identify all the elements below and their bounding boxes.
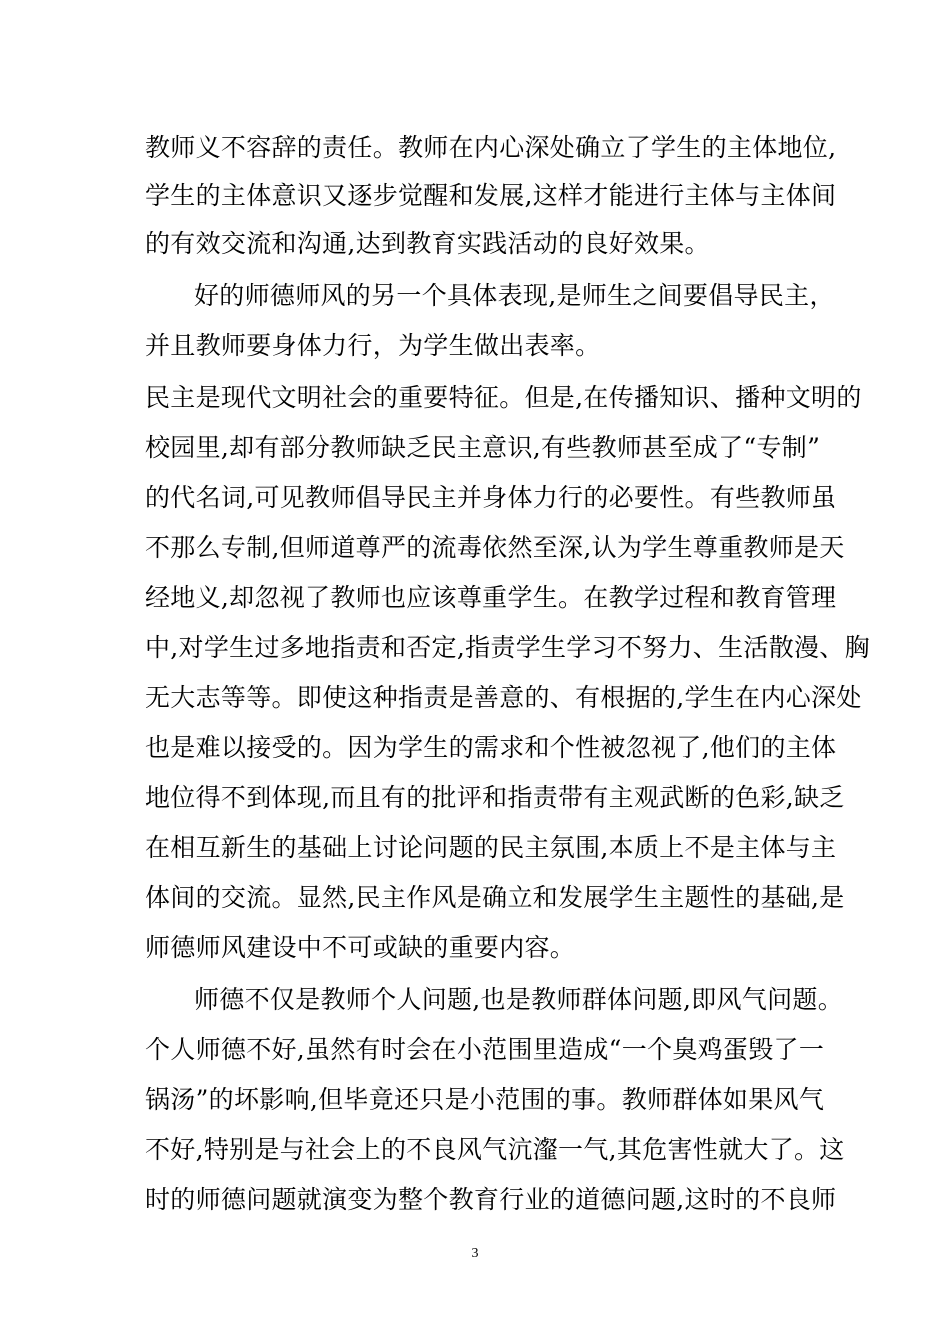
text-line: 师德不仅是教师个人问题,也是教师群体问题,即风气问题。 xyxy=(194,985,843,1014)
text-line: 体间的交流。显然,民主作风是确立和发展学生主题性的基础,是 xyxy=(145,883,845,912)
text-line: 并且教师要身体力行，为学生做出表率。 xyxy=(145,331,601,360)
text-line: 不那么专制,但师道尊严的流毒依然至深,认为学生尊重教师是天 xyxy=(145,533,845,562)
text-line: 经地义,却忽视了教师也应该尊重学生。在教学过程和教育管理 xyxy=(145,583,837,612)
text-line: 也是难以接受的。因为学生的需求和个性被忽视了,他们的主体 xyxy=(145,733,837,762)
text-line: 在相互新生的基础上讨论问题的民主氛围,本质上不是主体与主 xyxy=(145,833,837,862)
text-line: 教师义不容辞的责任。教师在内心深处确立了学生的主体地位, xyxy=(145,133,837,162)
text-line: 的有效交流和沟通,达到教育实践活动的良好效果。 xyxy=(145,229,710,258)
text-line: 学生的主体意识又逐步觉醒和发展,这样才能进行主体与主体间 xyxy=(145,181,837,210)
text-line: 校园里,却有部分教师缺乏民主意识,有些教师甚至成了“专制” xyxy=(145,433,821,462)
text-line: 地位得不到体现,而且有的批评和指责带有主观武断的色彩,缺乏 xyxy=(145,783,845,812)
text-line: 中,对学生过多地指责和否定,指责学生学习不努力、生活散漫、胸 xyxy=(145,633,870,662)
text-line: 师德师风建设中不可或缺的重要内容。 xyxy=(145,933,576,962)
text-line: 不好,特别是与社会上的不良风气沆瀣一气,其危害性就大了。这 xyxy=(145,1135,845,1164)
text-line: 民主是现代文明社会的重要特征。但是,在传播知识、播种文明的 xyxy=(145,383,862,412)
text-line: 无大志等等。即使这种指责是善意的、有根据的,学生在内心深处 xyxy=(145,683,862,712)
text-line: 好的师德师风的另一个具体表现,是师生之间要倡导民主， xyxy=(194,281,835,310)
text-line: 的代名词,可见教师倡导民主并身体力行的必要性。有些教师虽 xyxy=(145,483,837,512)
page-number: 3 xyxy=(471,1246,479,1261)
text-line: 个人师德不好,虽然有时会在小范围里造成“一个臭鸡蛋毁了一 xyxy=(145,1035,825,1064)
text-line: 锅汤”的坏影响,但毕竟还只是小范围的事。教师群体如果风气 xyxy=(145,1085,825,1114)
text-line: 时的师德问题就演变为整个教育行业的道德问题,这时的不良师 xyxy=(145,1185,837,1214)
